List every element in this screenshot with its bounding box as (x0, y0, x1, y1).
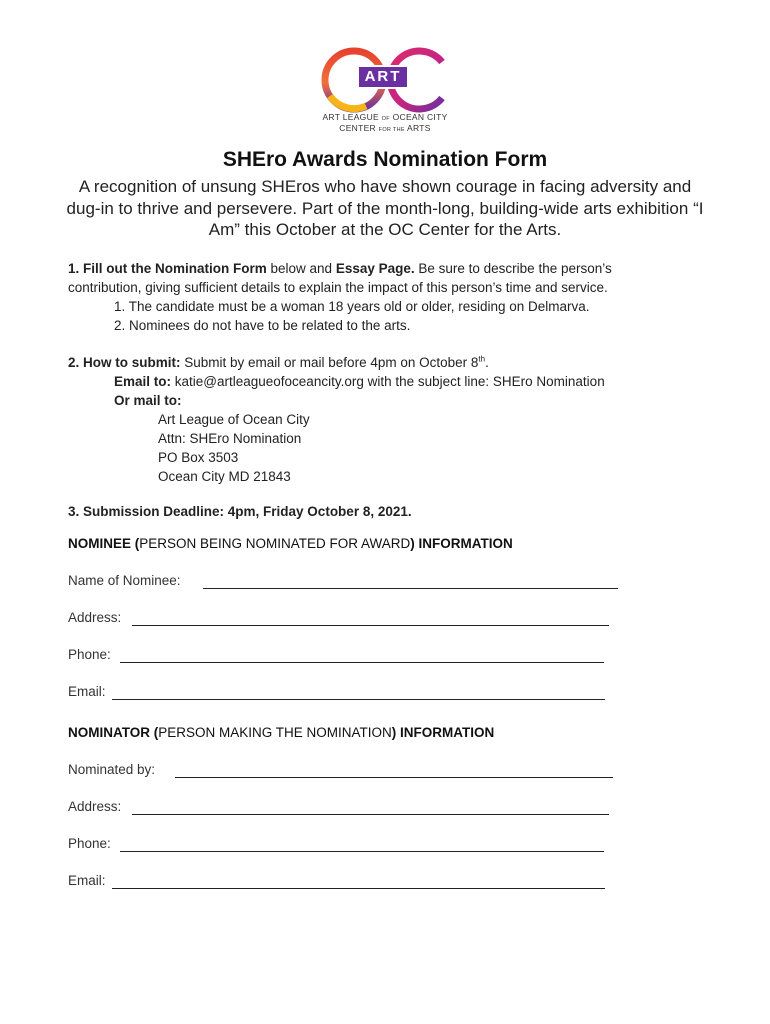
step1-text-a: below and (266, 261, 336, 276)
nominee-email-label: Email: (68, 684, 106, 699)
logo-caption-for-the: FOR THE (378, 127, 405, 133)
step1-item2: 2. Nominees do not have to be related to the arts. (114, 318, 411, 333)
step2-after: . (485, 355, 489, 370)
nominee-address-field[interactable] (132, 625, 609, 626)
address-line-4: Ocean City MD 21843 (158, 469, 291, 484)
address-line-3: PO Box 3503 (158, 450, 239, 465)
step1-item1: 1. The candidate must be a woman 18 years old or older, residing on Delmarva. (114, 299, 590, 314)
form-title: SHEro Awards Nomination Form (222, 148, 548, 171)
step2-line1 (68, 353, 489, 372)
address-line-1: Art League of Ocean City (158, 412, 310, 427)
nominator-head-b: ) INFORMATION (391, 725, 495, 740)
nominator-email-label: Email: (68, 873, 106, 888)
art-league-logo (318, 44, 452, 136)
nominee-head-mid: PERSON BEING NOMINATED FOR AWARD (139, 536, 411, 551)
form-subtitle: A recognition of unsung SHEros who have shown courage in facing adversity and dug-in to thrive and persevere. Part of the month-long, building-wide arts exhibition “I Am” this October at the OC Center for the Arts. (66, 177, 704, 239)
nominator-email-field[interactable] (112, 888, 605, 889)
nominator-section-heading (68, 725, 494, 740)
nominator-address-field[interactable] (132, 814, 609, 815)
nominee-phone-field[interactable] (120, 662, 604, 663)
nominator-head-a: NOMINATOR ( (68, 725, 159, 740)
nominee-name-label: Name of Nominee: (68, 573, 181, 588)
logo-caption-art-league: ART LEAGUE (322, 112, 379, 122)
nominee-head-a: NOMINEE ( (68, 536, 140, 551)
nominee-head-b: ) INFORMATION (410, 536, 513, 551)
step2-label: 2. How to submit: (68, 355, 181, 370)
logo-caption-of: OF (381, 116, 390, 122)
nominator-address-label: Address: (68, 799, 122, 814)
mail-to-label: Or mail to: (114, 393, 182, 408)
step1-label: 1. Fill out the Nomination Form (68, 261, 267, 276)
nominee-section-heading (68, 536, 513, 551)
nominator-name-label: Nominated by: (68, 762, 156, 777)
step1-line1 (68, 259, 612, 278)
logo-caption-line2 (318, 123, 452, 133)
step2-sup: th (478, 354, 486, 364)
address-line-2: Attn: SHEro Nomination (158, 431, 302, 446)
nominee-email-field[interactable] (112, 699, 605, 700)
nominee-address-label: Address: (68, 610, 122, 625)
nominee-phone-label: Phone: (68, 647, 111, 662)
logo-caption-line1 (318, 112, 452, 122)
nominee-name-field[interactable] (203, 588, 618, 589)
logo-caption-arts: ARTS (407, 123, 431, 133)
logo-caption-ocean-city: OCEAN CITY (392, 112, 448, 122)
step2-text: Submit by email or mail before 4pm on October 8 (180, 355, 479, 370)
nominator-head-mid: PERSON MAKING THE NOMINATION (158, 725, 392, 740)
logo-caption-center: CENTER (339, 123, 376, 133)
nominator-name-field[interactable] (175, 777, 613, 778)
nominator-phone-label: Phone: (68, 836, 111, 851)
logo-art-text: ART (364, 68, 402, 85)
nominator-phone-field[interactable] (120, 851, 604, 852)
submission-deadline: 3. Submission Deadline: 4pm, Friday October 8, 2021. (68, 504, 412, 519)
step1-line2: contribution, giving sufficient details to explain the impact of this person’s time and service. (68, 280, 608, 295)
email-to-text: katie@artleagueofoceancity.org with the subject line: SHEro Nomination (171, 374, 605, 389)
essay-page-label: Essay Page. (335, 261, 415, 276)
step2-email-line (114, 372, 605, 391)
step1-text-b: Be sure to describe the person’s (414, 261, 612, 276)
email-to-label: Email to: (114, 374, 172, 389)
